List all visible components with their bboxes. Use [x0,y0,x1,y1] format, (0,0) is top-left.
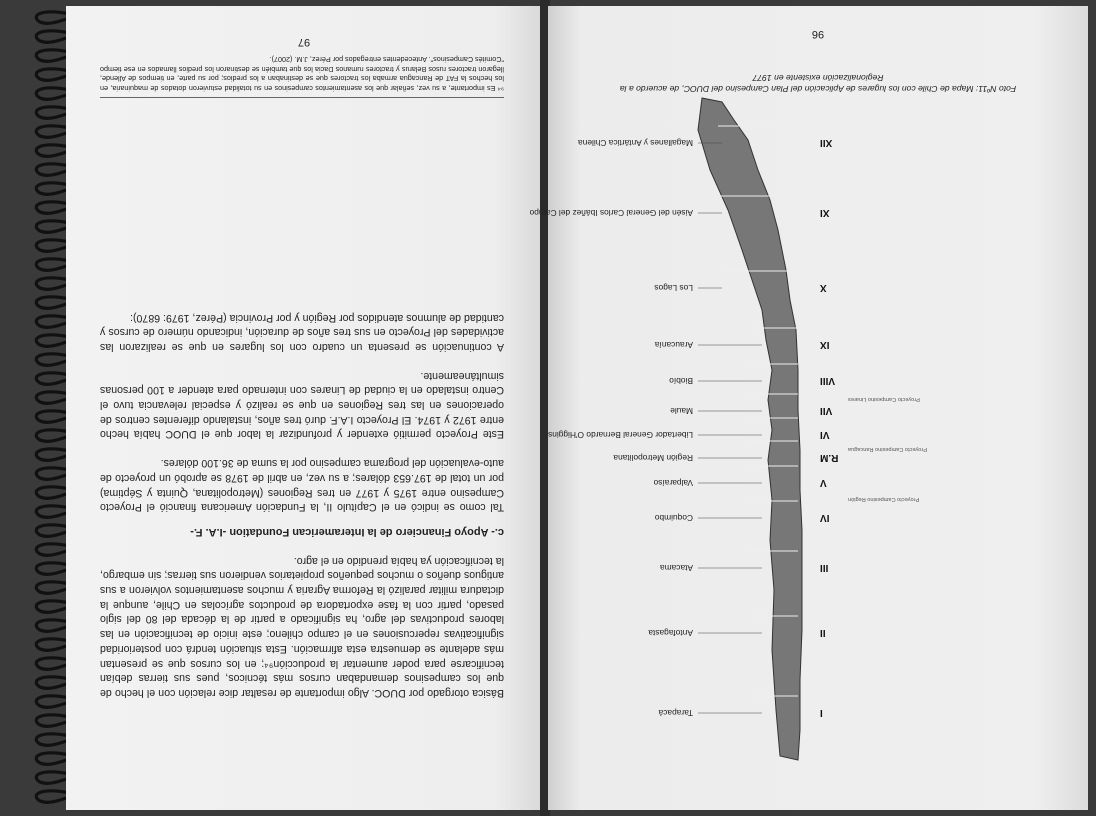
spiral-coil [36,601,70,612]
spiral-coil [36,468,70,479]
spiral-coil [36,715,70,726]
spiral-coil [36,544,70,555]
region-number-label: XII [820,137,833,148]
region-name-label: Aisén del General Carlos Ibáñez del Campo [529,208,693,218]
footnote: ⁹⁴ Es importante, a su vez, señalar que los asentamientos campesinos en su totalidad estuvieron dotados de maquinaria, en los hechos la FAT de Rancagua armaba los tractores que se destinaban a los predios; por su parte, en tiempos de Allende, llegaron tractores rusos Belarus y tractores rumanos Dacia los que también se destinaron los predios llamados en ese tiempo "Comités Campesinos". Antecedentes entregados por Pérez, J.M. (2007). [100,55,504,98]
spiral-coil [36,88,70,99]
body-paragraph: A continuación se presenta un cuadro con los lugares en que se realizaron las actividades del Proyecto en sus tres años de duración, indicando número de cursos y cantidad de alumnos atendidos por Región y por Provincia (Pérez, 1979: 6870): [100,311,504,353]
spiral-coil [36,316,70,327]
spiral-coil [36,107,70,118]
chile-country-shape [698,98,802,760]
page-number: 97 [297,36,311,48]
spiral-coil [36,525,70,536]
spiral-coil [36,259,70,270]
spiral-coil [36,487,70,498]
spiral-coil [36,278,70,289]
spiral-coil [36,430,70,441]
spiral-coil [36,240,70,251]
project-site-note: Proyecto Campesino Región [848,496,920,502]
spiral-coil [36,392,70,403]
spiral-coil [36,620,70,631]
spiral-coil [36,563,70,574]
spiral-binding [0,0,70,816]
left-page [66,6,544,810]
spiral-coil [36,582,70,593]
region-number-label: IX [820,339,830,350]
body-paragraph: Tal como se indicó en el Capítulo II, la Fundación Americana financió el Proyecto Campesino entre 1975 y 1977 en tres Regiones (Metropolitana, Quinta y Séptima) por un total de 197.653 dólares; a su vez, en abril de 1978 se aprobó un proyecto de auto-evaluación del programa campesino por la suma de 36.100 dólares. [100,457,504,514]
region-number-label: VIII [820,375,836,386]
right-page [529,6,1088,810]
region-name-label: Biobío [669,376,693,386]
left-page-rotated-content [66,6,542,810]
region-number-label: VII [820,405,833,416]
region-number-label: IV [820,512,830,523]
spiral-coil [36,734,70,745]
region-name-label: Libertador General Bernardo O'Higgins [548,430,693,440]
caption-line-1: Foto Nº11: Mapa de Chile con los lugares de Aplicación del Plan Campesino del DUOC, de acuerdo a la [619,84,1017,94]
region-number-label: R.M [820,452,839,463]
region-name-label: Coquimbo [654,513,693,523]
spiral-coil [36,639,70,650]
right-page-rotated-content [529,6,1088,810]
region-name-label: Los Lagos [654,283,693,293]
spiral-coil [36,50,70,61]
spiral-coil [36,202,70,213]
figure-caption [618,72,1018,94]
region-number-label: VI [820,429,830,440]
caption-line-2: Regionalización existente en 1977 [752,73,884,83]
project-site-note: Proyecto Campesino Rancagua [848,446,927,452]
region-number-label: I [820,707,823,718]
spiral-coil [36,164,70,175]
region-number-label: XI [820,207,830,218]
spiral-coil [36,677,70,688]
spiral-coil [36,696,70,707]
spiral-coil [36,373,70,384]
spiral-coil [36,772,70,783]
spiral-coil [36,145,70,156]
section-heading: c.- Apoyo Financiero de la Interamerican Foundation -I.A. F.- [190,525,504,538]
region-name-label: Atacama [659,563,693,573]
spiral-coil [36,221,70,232]
spiral-coil [36,449,70,460]
spiral-coil [36,31,70,42]
region-name-label: Valparaíso [653,478,693,488]
chile-region-map [529,90,948,770]
left-page-body [100,296,504,700]
region-number-label: III [820,562,829,573]
region-name-label: Región Metropolitana [613,453,693,463]
spiral-coil [36,506,70,517]
page-number: 96 [811,28,825,40]
region-number-label: V [820,477,827,488]
spiral-coil [36,753,70,764]
spiral-coil [36,126,70,137]
region-name-label: Araucanía [654,340,693,350]
spiral-coil [36,183,70,194]
spiral-coil [36,297,70,308]
spiral-coil [36,12,70,23]
spiral-coil [36,69,70,80]
spiral-coil [36,354,70,365]
body-paragraph: Este Proyecto permitió extender y profundizar la labor que el DUOC había hecho entre 1972 y 1974. El Proyecto I.A.F. duró tres años, instalando diferentes centros de operaciones en las tres Regiones en que se realizó y especial relevancia tuvo el Centro instalado en la ciudad de Linares con internado para atender a 100 personas simultáneamente. [100,369,504,441]
region-number-label: X [820,282,827,293]
region-name-label: Antofagasta [648,628,693,638]
spiral-coil [36,658,70,669]
region-name-label: Tarapacá [658,708,693,718]
region-name-label: Maule [670,406,693,416]
project-site-note: Proyecto Campesino Linares [848,396,920,402]
spiral-coil [36,335,70,346]
spiral-coil [36,411,70,422]
spiral-coil [36,791,70,802]
region-name-label: Magallanes y Antártica Chilena [578,138,693,148]
region-number-label: II [820,627,826,638]
body-paragraph: Básica otorgado por DUOC. Algo importante de resaltar dice relación con el hecho de que los campesinos demandaban cursos más técnicos, pues sus tierras debían tecnificarse para poder aumentar la producción⁹⁴; en los cursos que se presentan más adelante se demuestra esta afirmación. Esta situación tendrá con posterioridad significativas repercusiones en el campo chileno; este inicio de tecnificación en las labores productivas del agro, ha significado a partir de la década del 80 del siglo pasado, partir con la fase exportadora de productos agrícolas en Chile, aunque la dictadura militar paralizó la Reforma Agraria y muchos asentamientos volvieron a sus antiguos dueños o muchos pequeños propietarios vendieron sus tierras; sin embargo, la tecnificación ya había prendido en el agro. [100,554,504,699]
